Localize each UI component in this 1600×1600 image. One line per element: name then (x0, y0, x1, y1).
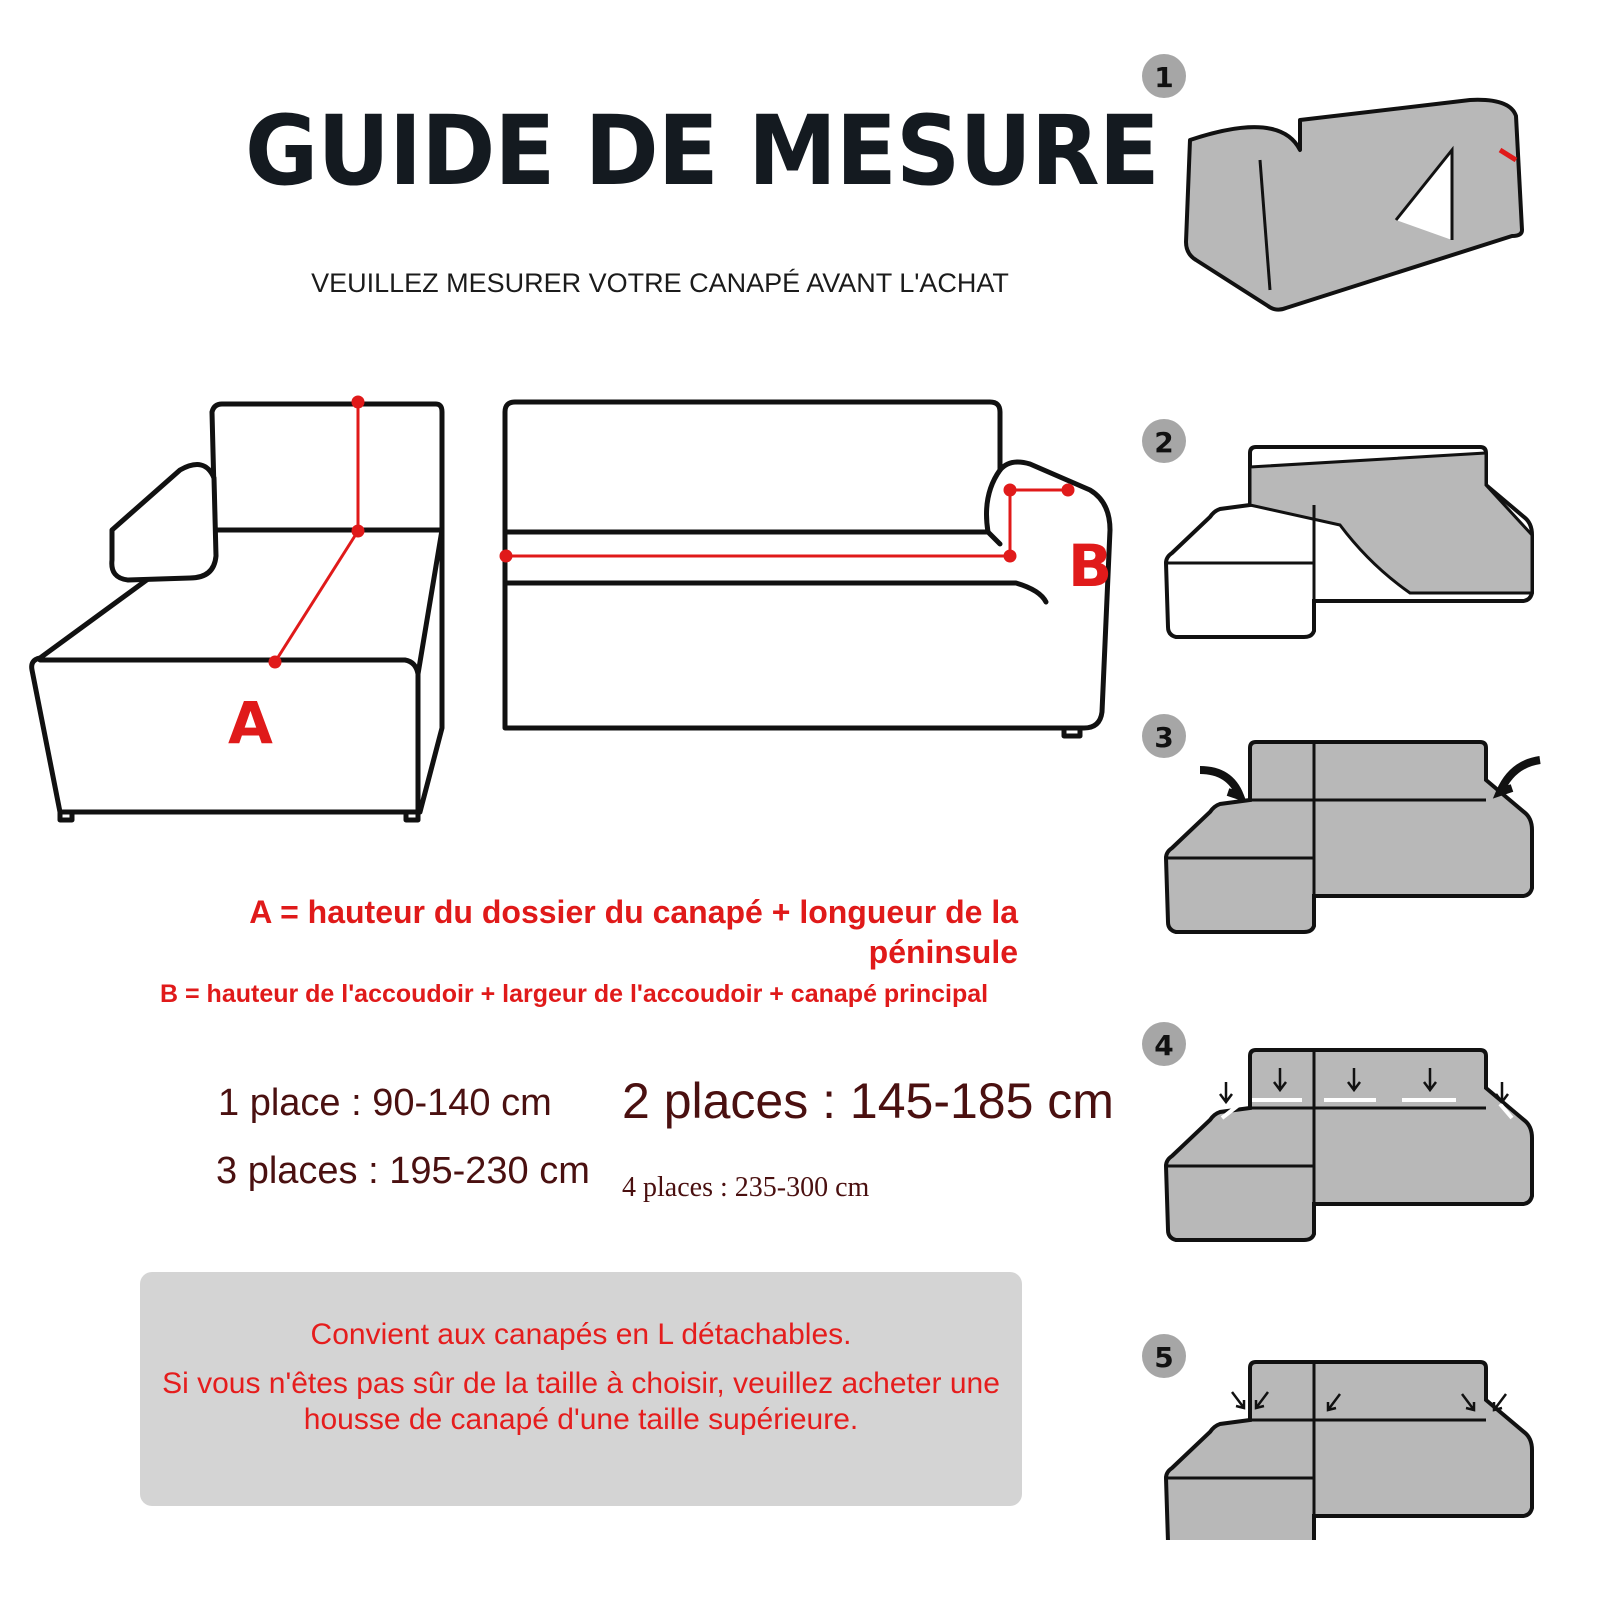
page-title: GUIDE DE MESURE (245, 95, 1159, 207)
measure-point (270, 657, 280, 667)
step-number: 1 (1154, 61, 1174, 94)
page-subtitle: VEUILLEZ MESURER VOTRE CANAPÉ AVANT L'ACHAT (311, 268, 1009, 298)
note-line-2: Si vous n'êtes pas sûr de la taille à choisir, veuillez acheter une housse de canapé d'une taille supérieure. (162, 1367, 1000, 1436)
step-5 (1142, 1334, 1532, 1540)
step-3 (1142, 714, 1540, 932)
formula-a: A = hauteur du dossier du canapé + longueur de la péninsule (249, 894, 1018, 970)
size-1-seat: 1 place : 90-140 cm (218, 1082, 552, 1124)
label-b: B (1068, 532, 1113, 600)
step-1 (1142, 54, 1522, 310)
note-box (140, 1272, 1022, 1506)
formula-b: B = hauteur de l'accoudoir + largeur de l'accoudoir + canapé principal (160, 980, 989, 1008)
label-a: A (228, 689, 273, 757)
installation-steps (1140, 40, 1580, 1540)
step-4 (1142, 1022, 1532, 1240)
straight-sofa-drawing (505, 402, 1113, 736)
measure-point (353, 397, 363, 407)
note-line-1: Convient aux canapés en L détachables. (310, 1318, 852, 1351)
arrow-icon (1200, 770, 1240, 796)
measure-point (1005, 485, 1015, 495)
step-number: 4 (1154, 1029, 1174, 1062)
measure-point (1063, 485, 1073, 495)
chaise-sofa-drawing (32, 404, 442, 820)
size-3-seats: 3 places : 195-230 cm (216, 1150, 590, 1192)
measure-point (353, 526, 363, 536)
arrow-icon (1500, 760, 1540, 792)
measure-point (501, 551, 511, 561)
measure-point (1005, 551, 1015, 561)
measurement-diagram (0, 370, 1120, 840)
step-number: 2 (1154, 426, 1174, 459)
size-4-seats: 4 places : 235-300 cm (622, 1172, 870, 1203)
step-number: 5 (1154, 1341, 1174, 1374)
size-2-seats: 2 places : 145-185 cm (622, 1073, 1114, 1129)
step-2 (1142, 419, 1532, 637)
step-number: 3 (1154, 721, 1174, 754)
